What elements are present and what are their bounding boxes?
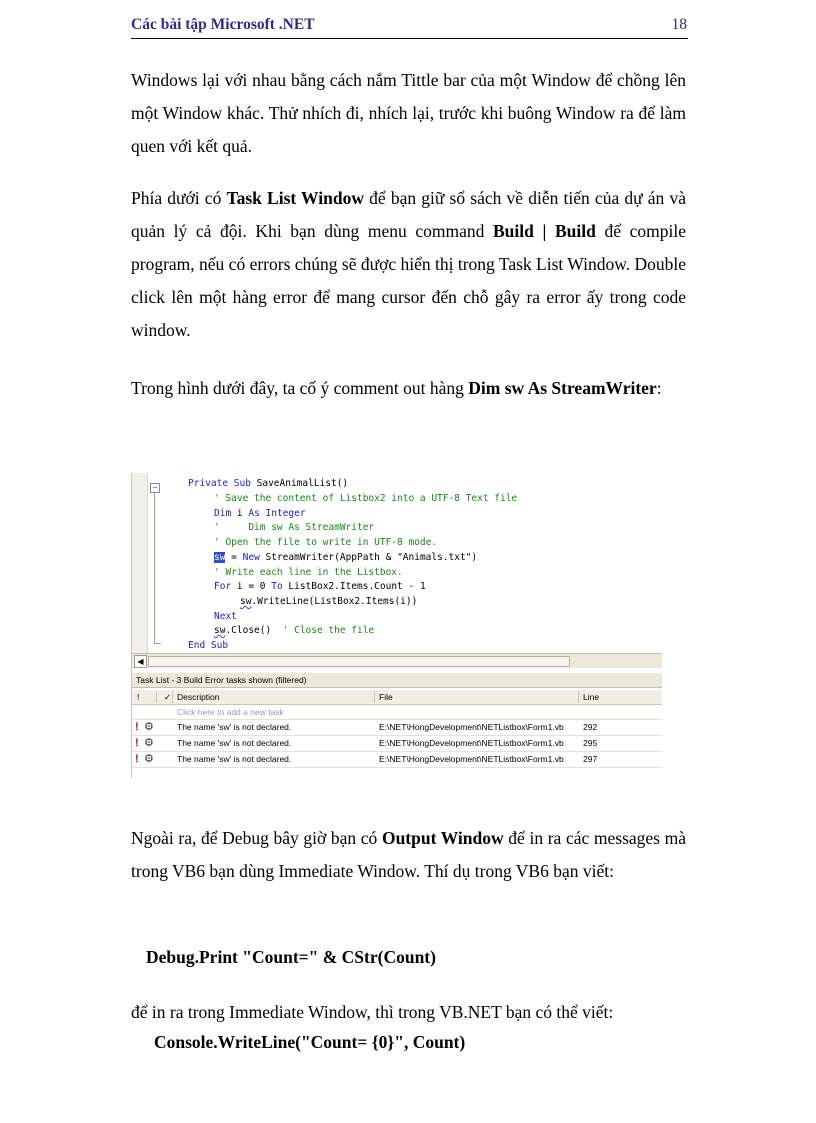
scroll-thumb[interactable]: [148, 656, 570, 667]
para4-bold-output-window: Output Window: [381, 828, 504, 848]
para3-text-1: Trong hình dưới đây, ta cố ý comment out hàng: [131, 378, 469, 398]
task-list-header: [132, 690, 662, 705]
col-description[interactable]: Description: [177, 692, 220, 702]
code-line-5: ' Open the file to write in UTF-8 mode.: [214, 537, 438, 548]
code-editor: [132, 473, 662, 653]
col-priority[interactable]: !: [137, 692, 140, 702]
code-line-8: For i = 0 To ListBox2.Items.Count - 1: [214, 581, 426, 592]
col-check[interactable]: ✓: [164, 692, 172, 702]
paragraph-2: [131, 182, 686, 347]
error-priority-icon: !: [135, 753, 139, 765]
task-list-window: [132, 673, 662, 778]
paragraph-4: [131, 822, 686, 888]
code-line-2: ' Save the content of Listbox2 into a UTF-8 Text file: [214, 493, 518, 504]
task-row[interactable]: [132, 752, 662, 768]
editor-gutter: [132, 473, 148, 653]
header-title: Các bài tập Microsoft .NET: [131, 16, 315, 33]
paragraph-5: để in ra trong Immediate Window, thì trong VB.NET bạn có thể viết:: [131, 1002, 614, 1022]
code-line-4: ' Dim sw As StreamWriter: [214, 522, 375, 533]
paragraph-1: Windows lại với nhau bằng cách nắm Tittle bar của một Window để chồng lên một Window khác. Thử nhích đi, nhích lại, trước khi buông Window ra để làm quen với kết quả.: [131, 70, 686, 156]
add-task-placeholder: Click here to add a new task: [177, 707, 284, 717]
code-line-1: Private Sub SaveAnimalList(): [188, 478, 349, 489]
task-row[interactable]: [132, 736, 662, 752]
task-line: 292: [583, 722, 598, 732]
build-error-icon: ⚙: [144, 753, 154, 765]
paragraph-3: [131, 372, 686, 405]
para3-bold-dim: Dim sw As StreamWriter: [468, 378, 657, 398]
page-number: 18: [671, 16, 687, 33]
task-row[interactable]: [132, 720, 662, 736]
para2-text-3: để compile program, nếu có errors chúng sẽ được hiển thị trong Task List Window. Double click lên một hàng error để mang cursor đến chỗ gây ra error ấy trong code window.: [131, 221, 686, 340]
code-vb6-example: Debug.Print "Count=" & CStr(Count): [146, 947, 436, 967]
ide-screenshot: [131, 473, 662, 778]
para4-text-1: Ngoài ra, để Debug bây giờ bạn có: [131, 828, 382, 848]
task-file: E:\NET\HongDevelopment\NETListbox\Form1.vb: [379, 754, 564, 764]
task-file: E:\NET\HongDevelopment\NETListbox\Form1.vb: [379, 738, 564, 748]
para3-text-2: :: [656, 378, 662, 398]
code-line-7: ' Write each line in the Listbox.: [214, 567, 403, 578]
code-net-example: Console.WriteLine("Count= {0}", Count): [154, 1032, 466, 1052]
task-line: 295: [583, 738, 598, 748]
code-line-12: End Sub: [188, 640, 229, 651]
build-error-icon: ⚙: [144, 721, 154, 733]
error-priority-icon: !: [135, 721, 139, 733]
collapse-icon[interactable]: −: [150, 483, 160, 493]
code-line-3: Dim i As Integer: [214, 508, 306, 519]
col-line[interactable]: Line: [583, 692, 600, 702]
code-line-6: sw = New StreamWriter(AppPath & "Animals.txt"): [214, 552, 478, 563]
para2-bold-build: Build | Build: [493, 221, 596, 241]
add-task-row[interactable]: [132, 705, 662, 720]
task-description: The name 'sw' is not declared.: [177, 722, 292, 732]
task-line: 297: [583, 754, 598, 764]
col-file[interactable]: File: [379, 692, 393, 702]
para2-text-1: Phía dưới có: [131, 188, 227, 208]
code-line-9: sw.WriteLine(ListBox2.Items(i)): [240, 596, 418, 607]
horizontal-scrollbar[interactable]: [132, 653, 662, 668]
para2-bold-task-list: Task List Window: [226, 188, 364, 208]
task-description: The name 'sw' is not declared.: [177, 738, 292, 748]
task-description: The name 'sw' is not declared.: [177, 754, 292, 764]
para4-text-2: để in ra các messages mà trong VB6 bạn dùng Immediate Window. Thí dụ trong VB6 bạn viết:: [131, 828, 686, 881]
para2-text-2: để bạn giữ sổ sách về diễn tiến của dự án và quản lý cả đội. Khi bạn dùng menu command: [131, 188, 686, 241]
fold-line: [154, 493, 155, 643]
page-header: [131, 14, 688, 39]
code-line-11: sw.Close() ' Close the file: [214, 625, 375, 636]
build-error-icon: ⚙: [144, 737, 154, 749]
task-list-title: Task List - 3 Build Error tasks shown (filtered): [132, 673, 662, 688]
code-line-10: Next: [214, 611, 237, 622]
error-priority-icon: !: [135, 737, 139, 749]
task-file: E:\NET\HongDevelopment\NETListbox\Form1.vb: [379, 722, 564, 732]
scroll-left-icon[interactable]: ◀: [134, 655, 147, 668]
fold-end: [154, 643, 161, 644]
